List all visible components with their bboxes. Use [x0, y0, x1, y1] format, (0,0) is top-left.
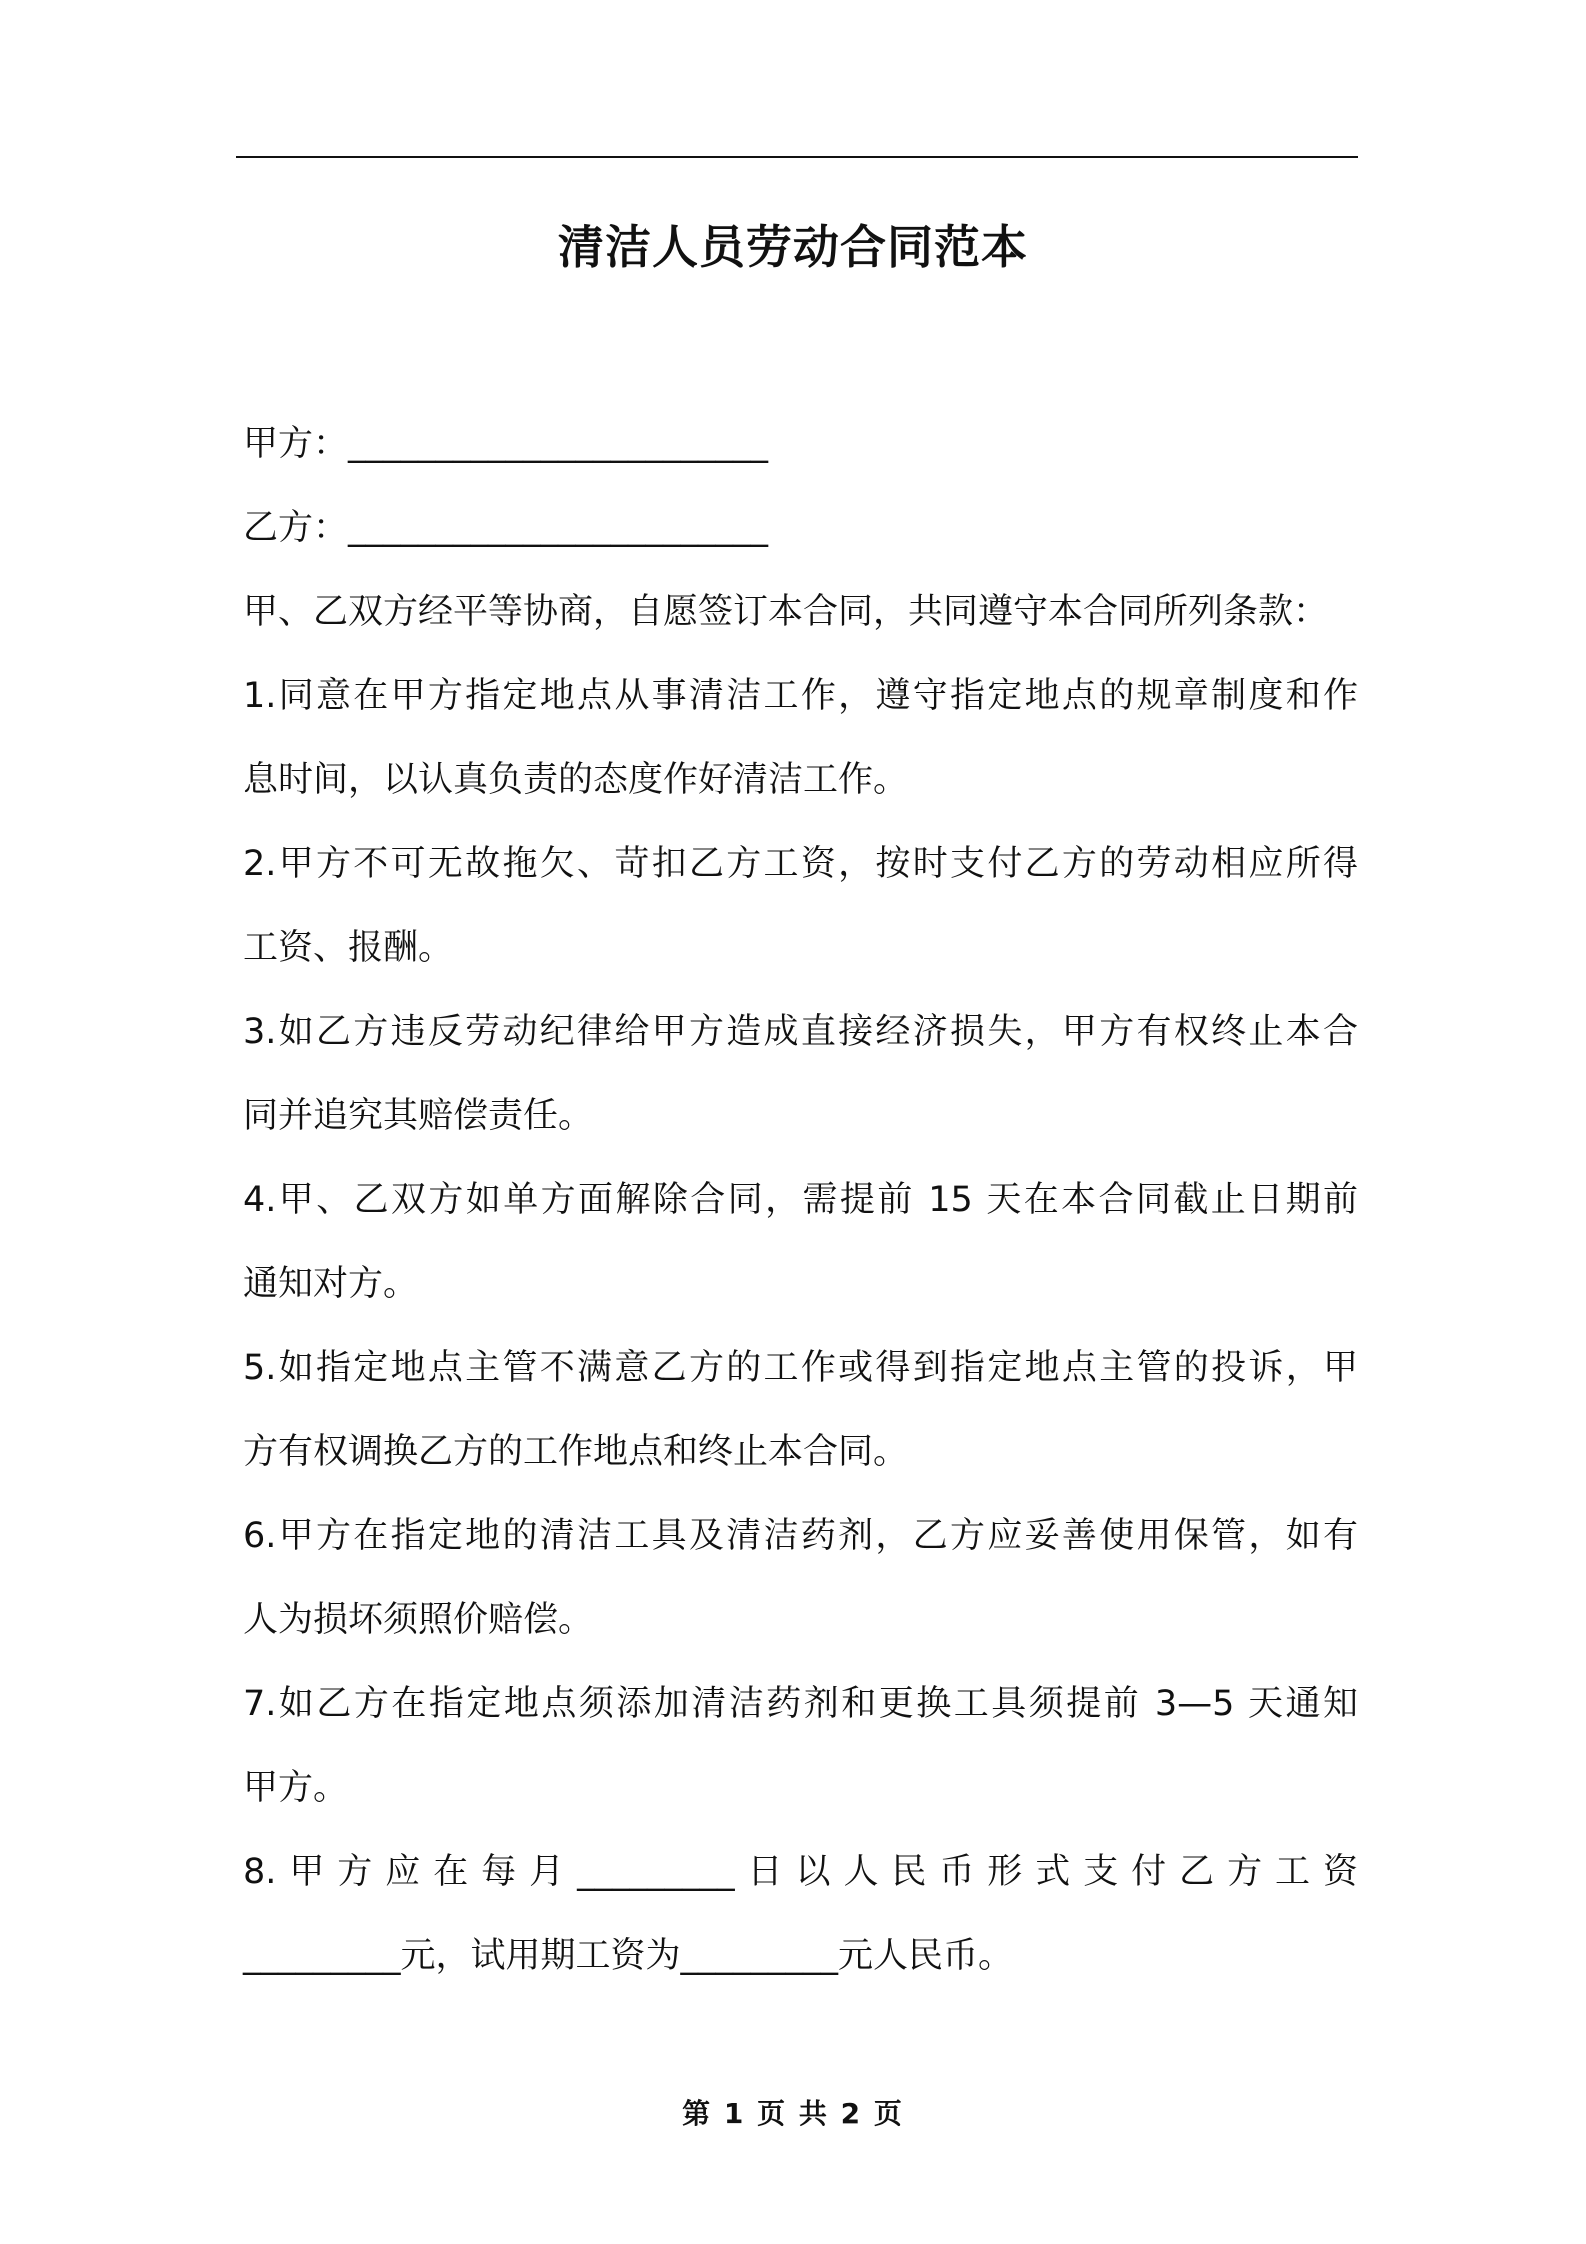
header-rule [236, 156, 1358, 158]
party-a-line: 甲方：________________________ [243, 424, 769, 464]
clause-5-line-2: 方有权调换乙方的工作地点和终止本合同。 [243, 1432, 909, 1472]
clause-7-line-2: 甲方。 [243, 1768, 349, 1808]
clause-6-line-1: 6.甲方在指定地的清洁工具及清洁药剂，乙方应妥善使用保管，如有 [243, 1516, 1358, 1556]
page-indicator: 第 1 页 共 2 页 [682, 2097, 904, 2130]
contract-body [243, 402, 1358, 1998]
clause-4-line-2: 通知对方。 [243, 1264, 419, 1304]
clause-3-line-2: 同并追究其赔偿责任。 [243, 1096, 594, 1136]
clause-1-line-1: 1.同意在甲方指定地点从事清洁工作，遵守指定地点的规章制度和作 [243, 676, 1358, 716]
clause-5-line-1: 5.如指定地点主管不满意乙方的工作或得到指定地点主管的投诉，甲 [243, 1348, 1358, 1388]
party-b-line: 乙方：________________________ [243, 508, 769, 548]
clause-2-line-1: 2.甲方不可无故拖欠、苛扣乙方工资，按时支付乙方的劳动相应所得 [243, 844, 1358, 884]
clause-3-line-1: 3.如乙方违反劳动纪律给甲方造成直接经济损失，甲方有权终止本合 [243, 1012, 1358, 1052]
clause-1-line-2: 息时间，以认真负责的态度作好清洁工作。 [243, 760, 909, 800]
clause-4-line-1: 4.甲、乙双方如单方面解除合同，需提前 15 天在本合同截止日期前 [243, 1180, 1358, 1220]
clause-6-line-2: 人为损坏须照价赔偿。 [243, 1600, 594, 1640]
clause-8-line-1: 8.甲方应在每月_________日以人民币形式支付乙方工资 [243, 1852, 1358, 1892]
document-title: 清洁人员劳动合同范本 [558, 220, 1028, 274]
clause-7-line-1: 7.如乙方在指定地点须添加清洁药剂和更换工具须提前 3—5 天通知 [243, 1684, 1358, 1724]
clause-2-line-2: 工资、报酬。 [243, 928, 454, 968]
clause-8-line-2: _________元，试用期工资为_________元人民币。 [243, 1936, 1014, 1976]
intro-paragraph: 甲、乙双方经平等协商，自愿签订本合同，共同遵守本合同所列条款： [243, 592, 1329, 632]
